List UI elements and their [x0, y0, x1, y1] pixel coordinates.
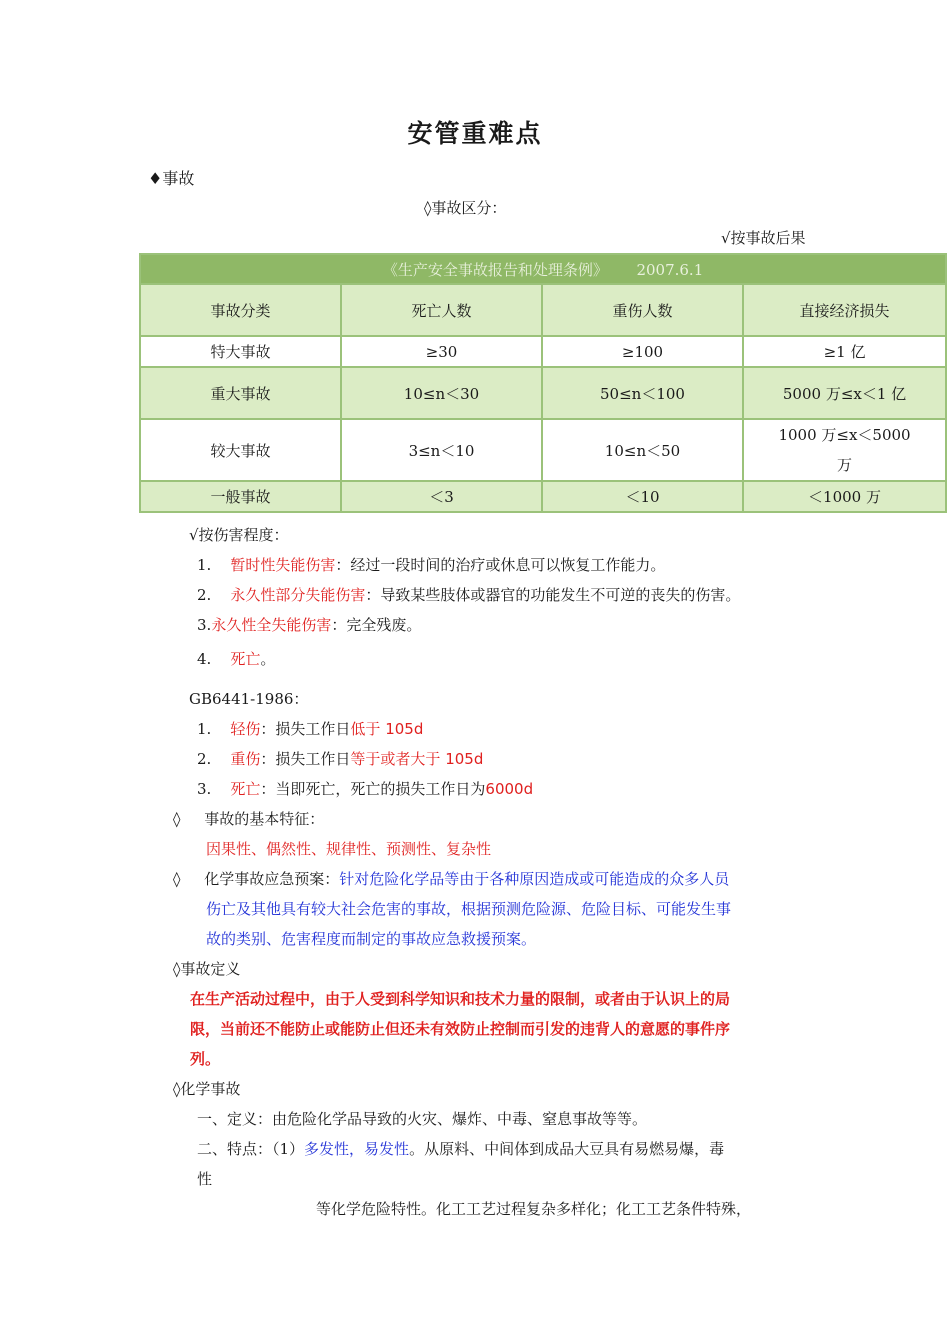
item-number: 2.: [197, 750, 212, 768]
table-caption: [140, 254, 946, 284]
features-wrap: 性: [197, 1170, 213, 1188]
item-desc: ：损失工作日: [260, 720, 351, 738]
table-cell: ＜10: [542, 481, 743, 512]
table-cell: ＜1000 万: [743, 481, 946, 512]
table-caption-row: [140, 254, 946, 284]
chemical-features: [197, 1138, 724, 1159]
table-cell: ≥1 亿: [743, 336, 946, 367]
table-cell: 5000 万≤x＜1 亿: [743, 367, 946, 419]
list-item: [197, 584, 740, 605]
header-cell: 直接经济损失: [743, 284, 946, 336]
item-term: 永久性部分失能伤害: [230, 586, 366, 604]
emergency-label: 化学事故应急预案：: [204, 870, 340, 888]
table-row: [140, 367, 946, 419]
item-number: 4.: [197, 650, 212, 668]
by-consequence-heading: √按事故后果: [721, 229, 806, 247]
bullet: ◊: [173, 870, 181, 888]
gb-heading: GB6441-1986：: [189, 690, 309, 708]
caption-regulation: 《生产安全事故报告和处理条例》: [382, 260, 608, 279]
features-label: 事故的基本特征：: [204, 810, 325, 828]
item-desc: ：当即死亡，死亡的损失工作日为: [260, 780, 486, 798]
emergency-text-3: 故的类别、危害程度而制定的事故应急救援预案。: [206, 930, 537, 948]
caption-date: 2007.6.1: [636, 260, 704, 279]
item-threshold: 6000d: [485, 780, 534, 798]
table-cell: 50≤n＜100: [542, 367, 743, 419]
table-cell: ≥30: [341, 336, 542, 367]
chemical-definition: 一、定义：由危险化学品导致的火灾、爆炸、中毒、窒息事故等等。: [197, 1110, 648, 1128]
table-cell: 重大事故: [140, 367, 341, 419]
item-term: 重伤: [230, 750, 261, 768]
features-value: 因果性、偶然性、规律性、预测性、复杂性: [206, 840, 492, 858]
table-row: [140, 481, 946, 512]
item-number: 1.: [197, 556, 212, 574]
emergency-line: [173, 868, 729, 889]
table-header-row: [140, 284, 946, 336]
definition-text-1: 在生产活动过程中，由于人受到科学知识和技术力量的限制，或者由于认识上的局: [190, 990, 731, 1008]
table-row: [140, 336, 946, 367]
table-cell: 10≤n＜30: [341, 367, 542, 419]
item-desc: 。: [260, 650, 276, 668]
item-desc: ：完全残废。: [331, 616, 422, 634]
features-highlight: 多发性，易发性: [304, 1140, 410, 1158]
list-item: [197, 778, 533, 799]
header-cell: 重伤人数: [542, 284, 743, 336]
item-term: 永久性全失能伤害: [211, 616, 332, 634]
table-row: [140, 419, 946, 481]
header-cell: 事故分类: [140, 284, 341, 336]
item-desc: ：经过一段时间的治疗或休息可以恢复工作能力。: [335, 556, 666, 574]
table-cell: 较大事故: [140, 419, 341, 481]
table-cell: 10≤n＜50: [542, 419, 743, 481]
item-number: 2.: [197, 586, 212, 604]
table-cell: 特大事故: [140, 336, 341, 367]
item-number: 1.: [197, 720, 212, 738]
list-item: [197, 554, 665, 575]
definition-text-2: 限，当前还不能防止或能防止但还未有效防止控制而引发的违背人的意愿的事件序: [190, 1020, 731, 1038]
injury-heading: √按伤害程度：: [189, 526, 289, 544]
table-cell: 一般事故: [140, 481, 341, 512]
emergency-text-2: 伤亡及其他具有较大社会危害的事故，根据预测危险源、危险目标、可能发生事: [206, 900, 732, 918]
item-desc: ：导致某些肢体或器官的功能发生不可逆的丧失的伤害。: [365, 586, 741, 604]
item-term: 死亡: [230, 780, 261, 798]
header-cell: 死亡人数: [341, 284, 542, 336]
item-term: 轻伤: [230, 720, 261, 738]
item-term: 暂时性失能伤害: [230, 556, 336, 574]
item-number: 3.: [197, 616, 212, 634]
accident-classification-table: [139, 253, 947, 513]
item-term: 死亡: [230, 650, 261, 668]
table-cell: ＜3: [341, 481, 542, 512]
table-cell: 1000 万≤x＜5000 万: [743, 419, 946, 481]
emergency-text-1: 针对危险化学品等由于各种原因造成或可能造成的众多人员: [339, 870, 730, 888]
item-threshold: 低于 105d: [350, 720, 424, 738]
page-title: 安管重难点: [407, 119, 543, 148]
section-accident: ♦事故: [148, 169, 195, 188]
classification-heading: ◊事故区分：: [424, 199, 507, 217]
item-number: 3.: [197, 780, 212, 798]
list-item: [197, 718, 423, 739]
chemical-heading: ◊化学事故: [173, 1080, 241, 1098]
definition-heading: ◊事故定义: [173, 960, 241, 978]
item-threshold: 等于或者大于 105d: [350, 750, 484, 768]
table-cell: 3≤n＜10: [341, 419, 542, 481]
list-item: [197, 614, 421, 635]
item-desc: ：损失工作日: [260, 750, 351, 768]
features-prefix: 二、特点：（1）: [197, 1140, 305, 1158]
table-cell: ≥100: [542, 336, 743, 367]
list-item: [197, 748, 483, 769]
features-continuation: 等化学危险特性。化工工艺过程复杂多样化；化工工艺条件特殊，: [316, 1200, 752, 1218]
definition-text-3: 列。: [190, 1050, 221, 1068]
bullet: ◊: [173, 810, 181, 828]
list-item: [197, 648, 275, 669]
features-rest: 。从原料、中间体到成品大豆具有易燃易爆，毒: [409, 1140, 725, 1158]
features-line: [173, 808, 324, 829]
